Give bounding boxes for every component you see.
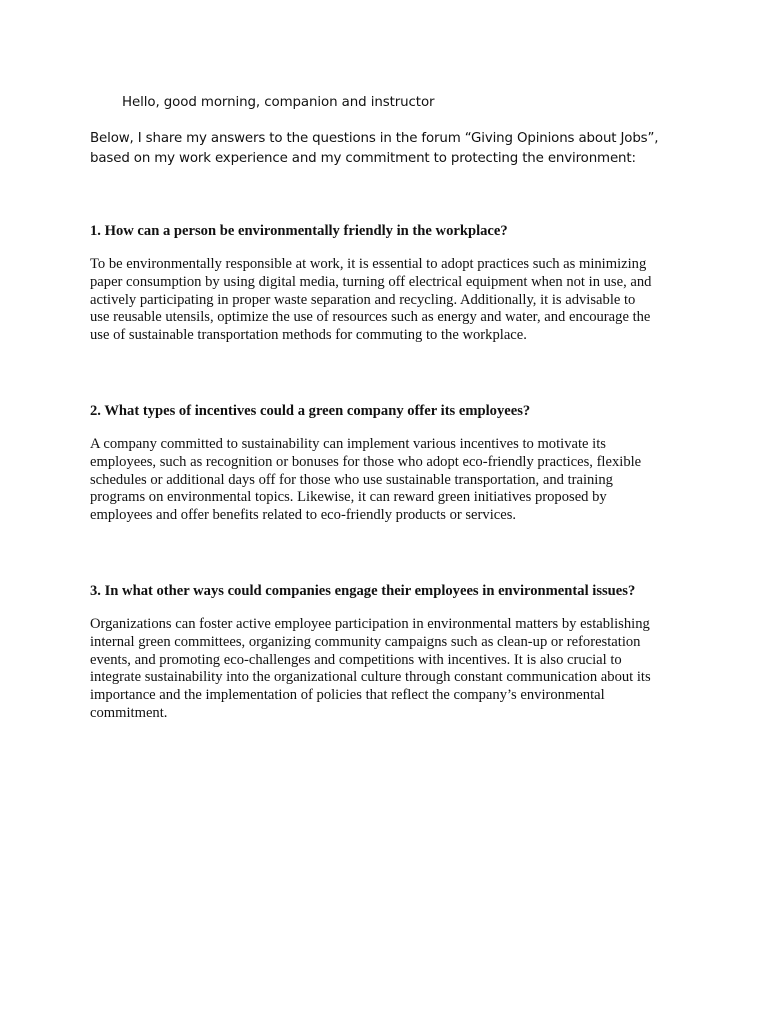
answer-line: use reusable utensils, optimize the use of resources such as energy and water, and encourage the xyxy=(90,309,651,326)
question-heading-3: 3. In what other ways could companies engage their employees in environmental issues? xyxy=(90,583,636,599)
greeting-line: Hello, good morning, companion and instructor xyxy=(122,95,435,110)
answer-line: paper consumption by using digital media, turning off electrical equipment when not in use, and xyxy=(90,273,652,290)
answer-line: employees and offer benefits related to eco-friendly products or services. xyxy=(90,507,517,524)
answer-line: A company committed to sustainability can implement various incentives to motivate its xyxy=(90,436,606,452)
answer-line: employees, such as recognition or bonuses for those who adopt eco-friendly practices, flexible xyxy=(90,453,642,470)
answer-line: events, and promoting eco-challenges and competitions with incentives. It is also crucial to xyxy=(90,651,622,668)
answer-line: actively participating in proper waste separation and recycling. Additionally, it is advisable to xyxy=(90,291,636,308)
answer-line: internal green committees, organizing community campaigns such as clean-up or reforestation xyxy=(90,633,641,650)
answer-paragraph-2 xyxy=(90,436,690,525)
question-heading-2: 2. What types of incentives could a green company offer its employees? xyxy=(90,403,531,419)
intro-line: based on my work experience and my commitment to protecting the environment: xyxy=(90,151,636,166)
intro-line: Below, I share my answers to the questions in the forum “Giving Opinions about Jobs”, xyxy=(90,131,659,146)
answer-line: use of sustainable transportation methods for commuting to the workplace. xyxy=(90,327,527,344)
answer-paragraph-3 xyxy=(90,616,690,723)
question-block-3 xyxy=(90,582,690,723)
question-block-1 xyxy=(90,222,690,345)
answer-paragraph-1 xyxy=(90,256,690,345)
answer-line: schedules or additional days off for those who use sustainable transportation, and training xyxy=(90,471,613,488)
intro-paragraph xyxy=(90,129,690,169)
answer-line: integrate sustainability into the organizational culture through constant communication about its xyxy=(90,669,651,686)
answer-line: Organizations can foster active employee participation in environmental matters by establishing xyxy=(90,616,650,632)
answer-line: commitment. xyxy=(90,704,168,721)
answer-line: importance and the implementation of policies that reflect the company’s environmental xyxy=(90,687,605,704)
answer-line: programs on environmental topics. Likewise, it can reward green initiatives proposed by xyxy=(90,489,607,506)
answer-line: To be environmentally responsible at work, it is essential to adopt practices such as minimizing xyxy=(90,256,647,272)
question-heading-1: 1. How can a person be environmentally friendly in the workplace? xyxy=(90,223,508,239)
question-block-2 xyxy=(90,402,690,525)
